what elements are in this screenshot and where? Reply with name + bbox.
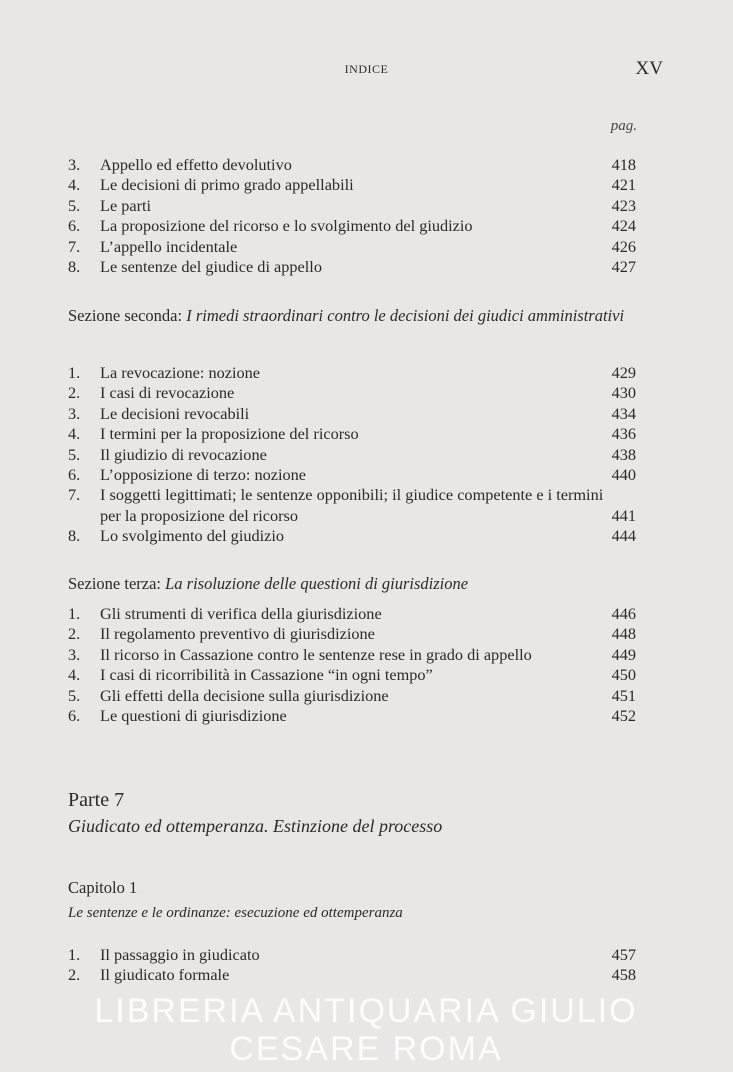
entry-title: I soggetti legittimati; le sentenze opponibili; il giudice competente e i termini per la proposizione del ricorso	[100, 485, 604, 525]
entry-number: 4.	[68, 665, 81, 685]
toc-entry	[68, 485, 636, 526]
entry-page: 423	[611, 195, 636, 215]
chapter-title: Le sentenze e le ordinanze: esecuzione ed ottemperanza	[68, 905, 403, 921]
entry-page: 446	[611, 604, 636, 623]
entry-number: 2.	[68, 383, 81, 403]
entry-number: 7.	[68, 236, 81, 256]
chapter-label: Capitolo 1	[68, 878, 138, 897]
toc-entry	[68, 363, 636, 383]
entry-title: Le parti	[100, 195, 152, 215]
entry-number: 1.	[68, 604, 81, 623]
entry-page: 452	[611, 705, 636, 725]
entry-title: Le questioni di giurisdizione	[100, 705, 287, 725]
entry-title: L’appello incidentale	[100, 236, 238, 256]
entry-page: 421	[611, 175, 636, 195]
toc-group-2	[68, 363, 636, 547]
entry-page: 458	[611, 965, 636, 985]
entry-title: I casi di ricorribilità in Cassazione “in ogni tempo”	[100, 665, 433, 685]
toc-entry	[68, 216, 636, 236]
entry-number: 5.	[68, 195, 81, 215]
entry-number: 5.	[68, 685, 81, 705]
section-heading-2	[68, 303, 636, 329]
entry-title: Appello ed effetto devolutivo	[100, 155, 292, 174]
entry-title: Il giudicato formale	[100, 965, 230, 985]
toc-entry	[68, 604, 636, 624]
entry-number: 1.	[68, 363, 81, 382]
entry-page: 427	[611, 256, 636, 276]
entry-number: 6.	[68, 216, 81, 236]
entry-page: 441	[611, 505, 636, 525]
entry-page: 444	[611, 526, 636, 546]
entry-number: 3.	[68, 403, 81, 423]
entry-title: Il passaggio in giudicato	[100, 945, 260, 964]
entry-page: 457	[611, 945, 636, 964]
toc-group-4	[68, 945, 636, 986]
entry-number: 3.	[68, 155, 81, 174]
toc-entry	[68, 383, 636, 403]
watermark: LIBRERIA ANTIQUARIA GIULIO CESARE ROMA	[94, 992, 638, 1068]
pag-label: pag.	[610, 118, 637, 134]
entry-title: Il regolamento preventivo di giurisdizione	[100, 624, 375, 644]
entry-title: L’opposizione di terzo: nozione	[100, 464, 307, 484]
toc-entry	[68, 645, 636, 665]
toc-entry	[68, 175, 636, 195]
entry-number: 2.	[68, 624, 81, 644]
section-prefix: Sezione seconda:	[68, 306, 187, 325]
entry-page: 426	[611, 236, 636, 256]
toc-entry	[68, 155, 636, 175]
entry-title: I termini per la proposizione del ricorso	[100, 424, 359, 444]
entry-number: 6.	[68, 464, 81, 484]
section-title: I rimedi straordinari contro le decisioni dei giudici amministrativi	[186, 306, 625, 325]
toc-group-3	[68, 604, 636, 726]
toc-entry	[68, 424, 636, 444]
toc-entry	[68, 257, 636, 277]
entry-page: 438	[611, 444, 636, 464]
toc-entry	[68, 665, 636, 685]
toc-entry	[68, 706, 636, 726]
entry-page: 424	[611, 216, 636, 236]
toc-entry	[68, 237, 636, 257]
entry-page: 449	[611, 644, 636, 664]
entry-number: 4.	[68, 424, 81, 444]
entry-number: 4.	[68, 175, 81, 195]
section-prefix: Sezione terza:	[68, 574, 166, 593]
part-title: Giudicato ed ottemperanza. Estinzione del processo	[68, 816, 443, 836]
toc-entry	[68, 404, 636, 424]
entry-number: 6.	[68, 705, 81, 725]
entry-title: La revocazione: nozione	[100, 363, 261, 382]
toc-entry	[68, 965, 636, 985]
entry-page: 434	[611, 403, 636, 423]
entry-title: Gli strumenti di verifica della giurisdizione	[100, 604, 382, 623]
entry-page: 430	[611, 383, 636, 403]
entry-number: 2.	[68, 965, 81, 985]
toc-group-1	[68, 155, 636, 277]
entry-number: 8.	[68, 256, 81, 276]
running-title: INDICE	[344, 62, 389, 76]
entry-number: 1.	[68, 945, 81, 964]
entry-page: 440	[611, 464, 636, 484]
part-label: Parte 7	[68, 789, 125, 811]
entry-number: 7.	[68, 485, 81, 505]
entry-page: 448	[611, 624, 636, 644]
entry-title: Il giudizio di revocazione	[100, 444, 267, 464]
entry-page: 418	[611, 155, 636, 174]
section-heading-3	[68, 571, 636, 597]
toc-entry	[68, 945, 636, 965]
section-title: La risoluzione delle questioni di giurisdizione	[165, 574, 469, 593]
entry-title: Il ricorso in Cassazione contro le sentenze rese in grado di appello	[100, 644, 532, 664]
entry-page: 450	[611, 665, 636, 685]
entry-title: Lo svolgimento del giudizio	[100, 526, 285, 546]
toc-entry	[68, 686, 636, 706]
entry-page: 429	[611, 363, 636, 382]
toc-entry	[68, 526, 636, 546]
entry-page: 436	[611, 424, 636, 444]
toc-entry	[68, 465, 636, 485]
toc-entry	[68, 445, 636, 465]
page-number: XV	[635, 58, 663, 79]
entry-title: Le sentenze del giudice di appello	[100, 256, 322, 276]
entry-number: 3.	[68, 644, 81, 664]
entry-page: 451	[611, 685, 636, 705]
entry-number: 5.	[68, 444, 81, 464]
entry-title: I casi di revocazione	[100, 383, 235, 403]
toc-entry	[68, 624, 636, 644]
entry-title: Le decisioni di primo grado appellabili	[100, 175, 354, 195]
entry-number: 8.	[68, 526, 81, 546]
entry-title: Gli effetti della decisione sulla giurisdizione	[100, 685, 389, 705]
entry-title: La proposizione del ricorso e lo svolgimento del giudizio	[100, 216, 473, 236]
entry-title: Le decisioni revocabili	[100, 403, 250, 423]
toc-entry	[68, 196, 636, 216]
